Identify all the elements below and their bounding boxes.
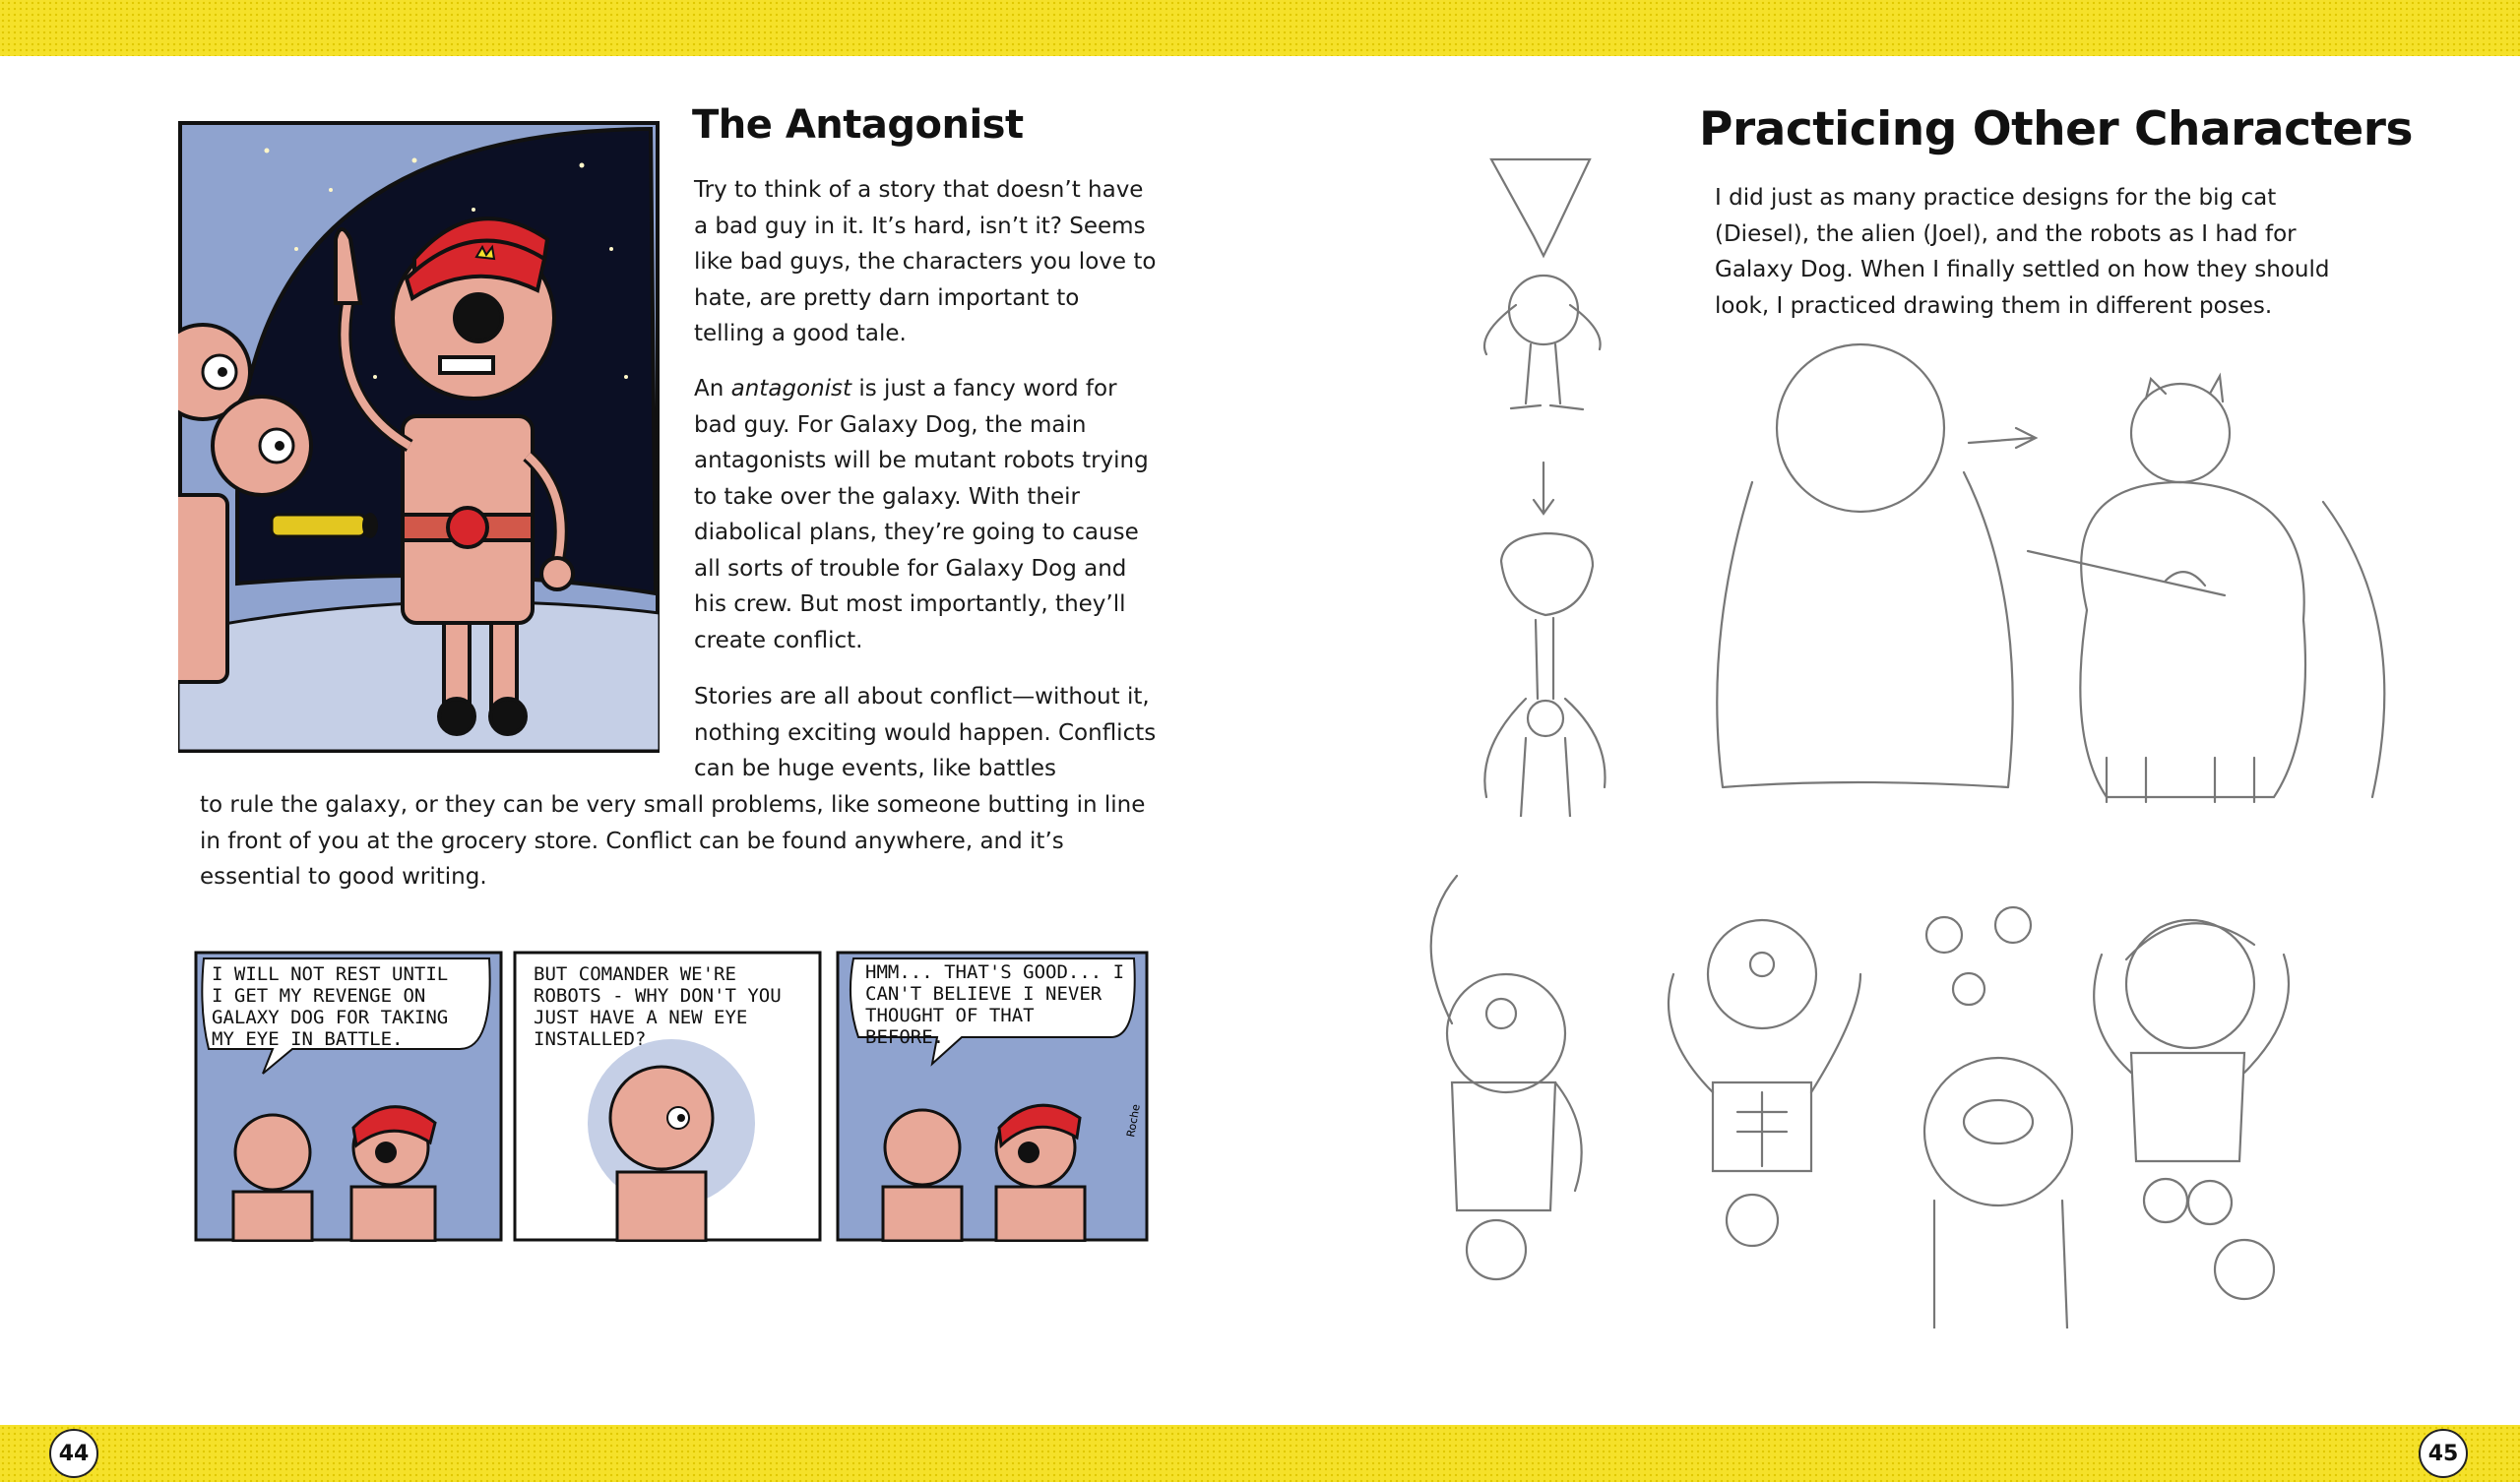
robot-sketch-1	[1431, 876, 1582, 1279]
cat-sketch-rough	[1717, 344, 2012, 787]
alien-and-cat-sketches	[1457, 148, 2461, 817]
panel-1-line-2: I GET MY REVENGE ON	[212, 985, 426, 1007]
antagonist-paragraph-3-wrapped: Stories are all about conflict—without it, nothing exciting would happen. Conflicts can be huge events, like battles	[694, 684, 1157, 781]
antagonist-robot-illustration	[178, 121, 660, 753]
panel-2-line-3: JUST HAVE A NEW EYE	[534, 1007, 748, 1028]
robot-sketch-2	[1669, 920, 1860, 1246]
panel-2-line-2: ROBOTS - WHY DON'T YOU	[534, 985, 782, 1007]
panel-3-line-1: HMM... THAT'S GOOD... I	[865, 961, 1125, 983]
antagonist-heading: The Antagonist	[692, 102, 1024, 148]
cat-sketch-final	[2028, 376, 2384, 802]
practice-heading: Practicing Other Characters	[1699, 102, 2413, 156]
panel-3-line-2: CAN'T BELIEVE I NEVER	[865, 983, 1102, 1005]
bottom-yellow-band	[0, 1425, 2520, 1482]
panel-3-line-3: THOUGHT OF THAT	[865, 1005, 1035, 1026]
alien-sketch-final	[1484, 533, 1605, 817]
robot-sketches	[1398, 836, 2382, 1328]
panel-2-line-1: BUT COMANDER WE'RE	[534, 963, 736, 985]
alien-sketch-early	[1484, 159, 1601, 409]
panel-3-line-4: BEFORE.	[865, 1026, 945, 1048]
top-yellow-band	[0, 0, 2520, 56]
antagonist-paragraph-2: An antagonist is just a fancy word for bad guy. For Galaxy Dog, the main antagonists will be mutant robots trying to take over the galaxy. With their diabolical plans, they’re going to cause all sorts of trouble for Galaxy Dog and his crew. But most importantly, they’ll create conflict.	[694, 376, 1149, 653]
panel-2-line-4: INSTALLED?	[534, 1028, 647, 1050]
antagonist-paragraph-1: Try to think of a story that doesn’t have a bad guy in it. It’s hard, isn’t it? Seems like bad guys, the characters you love to hate, are pretty darn important to telling a good tale.	[694, 177, 1157, 346]
comic-strip	[194, 951, 1149, 1242]
page-number-right: 45	[2419, 1429, 2468, 1478]
antagonist-paragraph-3-full: to rule the galaxy, or they can be very small problems, like someone butting in line in front of you at the grocery store. Conflict can be found anywhere, and it’s essential to good writing.	[200, 792, 1146, 890]
panel-1-line-1: I WILL NOT REST UNTIL	[212, 963, 449, 985]
robot-sketch-4	[2094, 920, 2289, 1299]
practice-paragraph: I did just as many practice designs for the big cat (Diesel), the alien (Joel), and the robots as I had for Galaxy Dog. When I finally settled on how they should look, I practiced drawing them in different poses.	[1715, 185, 2330, 319]
panel-1-line-4: MY EYE IN BATTLE.	[212, 1028, 404, 1050]
artist-signature: Roche	[1124, 1103, 1143, 1139]
page-number-left: 44	[49, 1429, 98, 1478]
panel-1-line-3: GALAXY DOG FOR TAKING	[212, 1007, 449, 1028]
robot-sketch-3	[1924, 907, 2072, 1328]
right-arrow-sketch	[1969, 428, 2036, 448]
down-arrow-sketch	[1534, 463, 1553, 514]
